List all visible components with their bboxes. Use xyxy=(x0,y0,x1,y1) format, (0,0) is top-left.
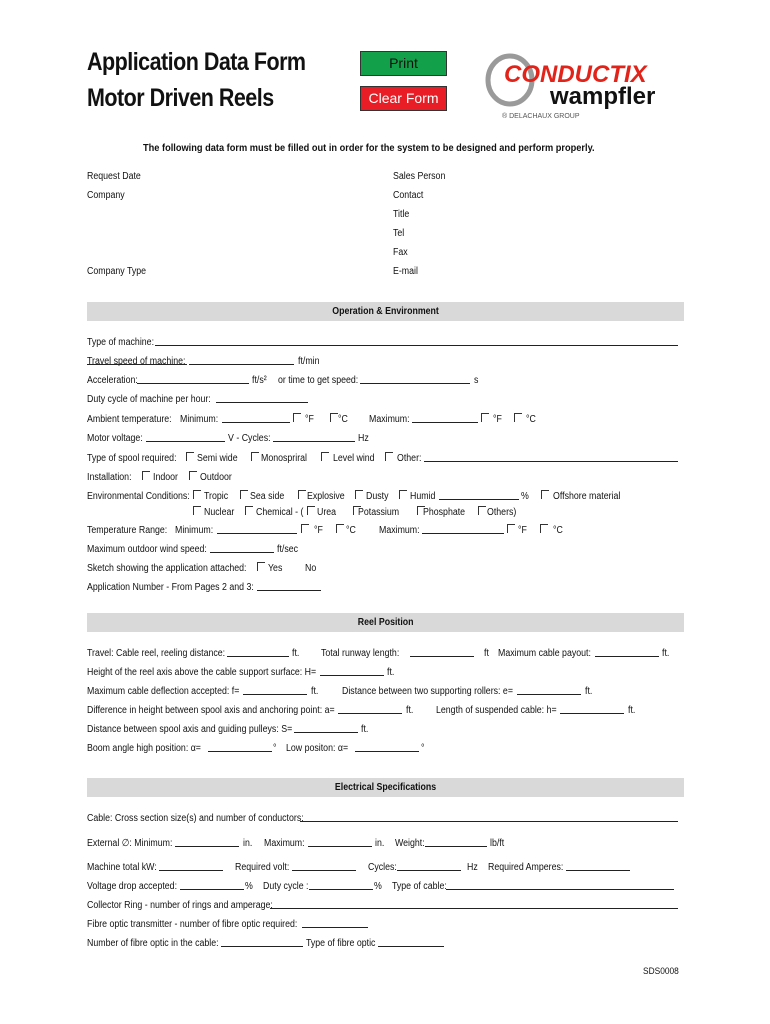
total-runway-label: Total runway length: xyxy=(321,648,400,659)
ambient-min-label: Minimum: xyxy=(180,414,219,425)
temp-range-max-label: Maximum: xyxy=(379,525,420,536)
cable-cross-field[interactable] xyxy=(300,821,678,822)
sea-side-checkbox[interactable] xyxy=(240,490,248,499)
suspended-length-label: Length of suspended cable: h= xyxy=(436,705,557,716)
tropic-checkbox[interactable] xyxy=(193,490,201,499)
cycles-label: Cycles: xyxy=(368,862,397,873)
temp-range-label: Temperature Range: xyxy=(87,525,168,536)
travel-speed-label: Travel speed of machine: xyxy=(87,356,186,367)
nuclear-label: Nuclear xyxy=(204,507,235,518)
elec-cycles-field[interactable] xyxy=(397,870,461,871)
level-wind-checkbox[interactable] xyxy=(321,452,329,461)
weight-unit: lb/ft xyxy=(490,838,505,849)
potassium-label: Potassium xyxy=(358,507,400,518)
cycles-field[interactable] xyxy=(273,441,355,442)
temp-range-min-c-checkbox[interactable] xyxy=(336,524,344,533)
external-max-unit: in. xyxy=(375,838,385,849)
fibre-number-label: Number of fibre optic in the cable: xyxy=(87,938,219,949)
total-runway-field[interactable] xyxy=(410,656,474,657)
diff-height-field[interactable] xyxy=(338,713,402,714)
ft-s2-unit: ft/s² xyxy=(252,375,267,386)
dusty-checkbox[interactable] xyxy=(355,490,363,499)
voltage-drop-field[interactable] xyxy=(180,889,244,890)
elec-hz-unit: Hz xyxy=(467,862,478,873)
other-spool-label: Other: xyxy=(397,453,422,464)
spool-type-label: Type of spool required: xyxy=(87,453,177,464)
cable-cross-label: Cable: Cross section size(s) and number of conductors: xyxy=(87,813,304,824)
temp-range-min-c-unit: °C xyxy=(346,525,356,536)
duty-cycle-field[interactable] xyxy=(216,402,308,403)
monospiral-checkbox[interactable] xyxy=(251,452,259,461)
max-deflection-field[interactable] xyxy=(243,694,307,695)
others-chemical-label: Others) xyxy=(487,507,517,518)
urea-label: Urea xyxy=(317,507,337,518)
voltage-drop-label: Voltage drop accepted: xyxy=(87,881,178,892)
max-payout-label: Maximum cable payout: xyxy=(498,648,591,659)
v-cycles-label: V - Cycles: xyxy=(228,433,271,444)
total-runway-unit: ft xyxy=(484,648,489,659)
type-cable-field[interactable] xyxy=(446,889,674,890)
sketch-yes-label: Yes xyxy=(268,563,283,574)
ambient-max-c-unit: °C xyxy=(526,414,536,425)
outdoor-checkbox[interactable] xyxy=(189,471,197,480)
wind-speed-field[interactable] xyxy=(210,552,274,553)
duty-cycle-label: Duty cycle of machine per hour: xyxy=(87,394,211,405)
ft-min-unit: ft/min xyxy=(298,356,320,367)
other-spool-checkbox[interactable] xyxy=(385,452,393,461)
ambient-min-c-checkbox[interactable] xyxy=(330,413,338,422)
contact-label: Contact xyxy=(393,190,424,201)
explosive-label: Explosive xyxy=(307,491,345,502)
ambient-min-f-checkbox[interactable] xyxy=(293,413,301,422)
max-payout-unit: ft. xyxy=(662,648,670,659)
humid-checkbox[interactable] xyxy=(399,490,407,499)
level-wind-label: Level wind xyxy=(333,453,375,464)
distance-pulleys-label: Distance between spool axis and guiding pulleys: S= xyxy=(87,724,293,735)
request-date-label: Request Date xyxy=(87,171,141,182)
external-min-field[interactable] xyxy=(175,846,239,847)
fibre-type-label: Type of fibre optic xyxy=(306,938,376,949)
temp-range-max-c-unit: °C xyxy=(553,525,563,536)
semi-wide-checkbox[interactable] xyxy=(186,452,194,461)
chemical-checkbox[interactable] xyxy=(245,506,253,515)
temp-range-max-f-unit: °F xyxy=(518,525,527,536)
low-position-label: Low positon: α= xyxy=(286,743,349,754)
offshore-checkbox[interactable] xyxy=(541,490,549,499)
installation-label: Installation: xyxy=(87,472,132,483)
suspended-length-unit: ft. xyxy=(628,705,636,716)
seconds-unit: s xyxy=(474,375,479,386)
motor-voltage-label: Motor voltage: xyxy=(87,433,143,444)
others-chemical-checkbox[interactable] xyxy=(478,506,486,515)
sketch-label: Sketch showing the application attached: xyxy=(87,563,247,574)
indoor-checkbox[interactable] xyxy=(142,471,150,480)
low-position-unit: ° xyxy=(421,743,425,754)
company-type-label: Company Type xyxy=(87,266,147,277)
fibre-type-field[interactable] xyxy=(378,946,444,947)
fax-label: Fax xyxy=(393,247,408,258)
max-payout-field[interactable] xyxy=(595,656,659,657)
ambient-min-f-unit: °F xyxy=(305,414,314,425)
weight-label: Weight: xyxy=(395,838,425,849)
machine-kw-field[interactable] xyxy=(159,870,223,871)
type-cable-label: Type of cable: xyxy=(392,881,447,892)
travel-speed-underline xyxy=(87,364,187,365)
form-title-line2: Motor Driven Reels xyxy=(87,84,274,112)
urea-checkbox[interactable] xyxy=(307,506,315,515)
max-deflection-label: Maximum cable deflection accepted: f= xyxy=(87,686,240,697)
temp-range-min-f-checkbox[interactable] xyxy=(301,524,309,533)
height-axis-unit: ft. xyxy=(387,667,395,678)
tel-label: Tel xyxy=(393,228,405,239)
company-label: Company xyxy=(87,190,125,201)
distance-rollers-unit: ft. xyxy=(585,686,593,697)
temp-range-min-label: Minimum: xyxy=(175,525,214,536)
collector-ring-field[interactable] xyxy=(270,908,678,909)
fibre-number-field[interactable] xyxy=(221,946,303,947)
reeling-distance-field[interactable] xyxy=(227,656,289,657)
temp-range-min-field[interactable] xyxy=(217,533,297,534)
fibre-transmitter-label: Fibre optic transmitter - number of fibre optic required: xyxy=(87,919,298,930)
other-spool-field[interactable] xyxy=(424,461,678,462)
time-to-speed-field[interactable] xyxy=(360,383,470,384)
sales-person-label: Sales Person xyxy=(393,171,446,182)
motor-voltage-field[interactable] xyxy=(146,441,225,442)
required-volt-label: Required volt: xyxy=(235,862,290,873)
fibre-transmitter-field[interactable] xyxy=(302,927,368,928)
required-amperes-field[interactable] xyxy=(566,870,630,871)
ambient-max-label: Maximum: xyxy=(369,414,410,425)
wind-speed-label: Maximum outdoor wind speed: xyxy=(87,544,207,555)
elec-duty-cycle-label: Duty cycle : xyxy=(263,881,309,892)
email-label: E-mail xyxy=(393,266,418,277)
print-button[interactable]: Print xyxy=(360,51,447,76)
ambient-min-c-unit: °C xyxy=(338,414,348,425)
distance-rollers-label: Distance between two supporting rollers: e= xyxy=(342,686,513,697)
distance-rollers-field[interactable] xyxy=(517,694,581,695)
form-title-line1: Application Data Form xyxy=(87,48,306,76)
nuclear-checkbox[interactable] xyxy=(193,506,201,515)
temp-range-max-c-checkbox[interactable] xyxy=(540,524,548,533)
sea-side-label: Sea side xyxy=(250,491,285,502)
low-position-field[interactable] xyxy=(355,751,419,752)
reeling-distance-label: Travel: Cable reel, reeling distance: xyxy=(87,648,226,659)
logo-sub-text: wampfler xyxy=(550,83,656,110)
weight-field[interactable] xyxy=(425,846,487,847)
logo-brand-text: CONDUCTIX xyxy=(504,61,647,88)
env-conditions-label: Environmental Conditions: xyxy=(87,491,190,502)
external-min-label: External ∅: Minimum: xyxy=(87,838,173,849)
ft-sec-unit: ft/sec xyxy=(277,544,299,555)
temp-range-max-field[interactable] xyxy=(422,533,504,534)
semi-wide-label: Semi wide xyxy=(197,453,238,464)
max-deflection-unit: ft. xyxy=(311,686,319,697)
time-to-speed-label: or time to get speed: xyxy=(278,375,359,386)
ambient-temp-label: Ambient temperature: xyxy=(87,414,172,425)
section-electrical-specifications: Electrical Specifications xyxy=(87,778,684,797)
height-axis-label: Height of the reel axis above the cable support surface: H= xyxy=(87,667,317,678)
hz-unit: Hz xyxy=(358,433,369,444)
suspended-length-field[interactable] xyxy=(560,713,624,714)
indoor-label: Indoor xyxy=(153,472,178,483)
machine-kw-label: Machine total kW: xyxy=(87,862,157,873)
monospiral-label: Monospriral xyxy=(261,453,307,464)
external-max-field[interactable] xyxy=(308,846,372,847)
offshore-label: Offshore material xyxy=(553,491,621,502)
app-number-label: Application Number - From Pages 2 and 3: xyxy=(87,582,254,593)
explosive-checkbox[interactable] xyxy=(298,490,306,499)
machine-type-label: Type of machine: xyxy=(87,337,155,348)
travel-speed-field[interactable] xyxy=(189,364,294,365)
required-amperes-label: Required Amperes: xyxy=(488,862,564,873)
logo-group-text: ® DELACHAUX GROUP xyxy=(502,113,580,120)
voltage-drop-unit: % xyxy=(245,881,253,892)
outdoor-label: Outdoor xyxy=(200,472,232,483)
acceleration-label: Acceleration: xyxy=(87,375,138,386)
intro-text: The following data form must be filled out in order for the system to be designed and perform properly. xyxy=(143,142,595,154)
section-reel-position: Reel Position xyxy=(87,613,684,632)
external-min-unit: in. xyxy=(243,838,253,849)
ambient-max-f-unit: °F xyxy=(493,414,502,425)
ambient-max-f-checkbox[interactable] xyxy=(481,413,489,422)
boom-high-label: Boom angle high position: α= xyxy=(87,743,201,754)
ambient-min-field[interactable] xyxy=(222,422,290,423)
height-axis-field[interactable] xyxy=(320,675,384,676)
tropic-label: Tropic xyxy=(204,491,229,502)
required-volt-field[interactable] xyxy=(292,870,356,871)
humid-percent-unit: % xyxy=(521,491,529,502)
elec-duty-cycle-unit: % xyxy=(374,881,382,892)
app-number-field[interactable] xyxy=(257,590,321,591)
dusty-label: Dusty xyxy=(366,491,389,502)
elec-duty-cycle-field[interactable] xyxy=(309,889,373,890)
acceleration-field[interactable] xyxy=(137,383,249,384)
reeling-distance-unit: ft. xyxy=(292,648,300,659)
sketch-no-label: No xyxy=(305,563,317,574)
temp-range-max-f-checkbox[interactable] xyxy=(507,524,515,533)
conductix-wampfler-logo xyxy=(484,52,684,124)
boom-high-field[interactable] xyxy=(208,751,272,752)
distance-pulleys-field[interactable] xyxy=(294,732,358,733)
collector-ring-label: Collector Ring - number of rings and amperage: xyxy=(87,900,273,911)
boom-high-unit: ° xyxy=(273,743,277,754)
humid-label: Humid xyxy=(410,491,436,502)
humid-field[interactable] xyxy=(439,499,519,500)
diff-height-label: Difference in height between spool axis and anchoring point: a= xyxy=(87,705,335,716)
external-max-label: Maximum: xyxy=(264,838,305,849)
temp-range-min-f-unit: °F xyxy=(314,525,323,536)
chemical-label: Chemical - ( xyxy=(256,507,304,518)
title-label: Title xyxy=(393,209,410,220)
distance-pulleys-unit: ft. xyxy=(361,724,369,735)
section-operation-environment: Operation & Environment xyxy=(87,302,684,321)
phosphate-label: Phosphate xyxy=(423,507,466,518)
sketch-yes-checkbox[interactable] xyxy=(257,562,265,571)
clear-form-button[interactable]: Clear Form xyxy=(360,86,447,111)
document-code: SDS0008 xyxy=(643,966,680,977)
ambient-max-c-checkbox[interactable] xyxy=(514,413,522,422)
machine-type-field[interactable] xyxy=(155,345,678,346)
ambient-max-field[interactable] xyxy=(412,422,478,423)
diff-height-unit: ft. xyxy=(406,705,414,716)
